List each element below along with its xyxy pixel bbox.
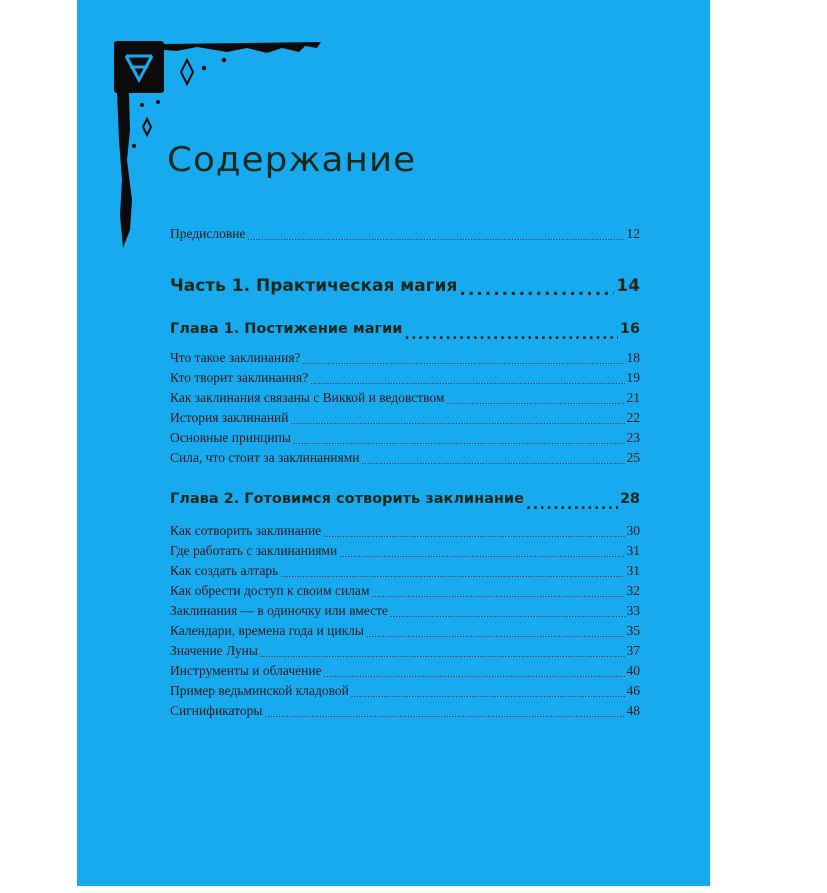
chapter-label: Глава 1. Постижение магии — [170, 321, 403, 337]
leader-dots — [362, 450, 625, 470]
toc-row-label: Заклинания — в одиночку или вместе — [170, 603, 388, 618]
leader-dots — [459, 276, 614, 302]
leader-dots — [323, 523, 624, 543]
leader-dots — [372, 583, 625, 603]
toc-row-page: 31 — [626, 543, 640, 558]
toc-row — [170, 703, 640, 723]
dot-icon — [140, 103, 144, 107]
toc-row — [170, 663, 640, 683]
chapter-label: Глава 2. Готовимся сотворить заклинание — [170, 491, 524, 507]
toc-row — [170, 226, 640, 246]
dot-icon — [202, 66, 206, 70]
toc-row-label: Как сотворить заклинание — [170, 523, 322, 538]
toc-row-label: Как заклинания связаны с Виккой и ведовством — [170, 390, 445, 405]
leader-dots — [404, 321, 617, 345]
toc-row — [170, 543, 640, 563]
top-bar — [164, 42, 321, 53]
leader-dots — [291, 410, 625, 430]
toc-row-page: 25 — [626, 450, 640, 465]
toc-row-page: 22 — [626, 410, 640, 425]
toc-row-label: Сигнификаторы — [170, 703, 263, 718]
toc-chapter-1 — [170, 321, 640, 470]
leader-dots — [247, 226, 624, 246]
toc-row-page: 46 — [626, 683, 640, 698]
toc-row-label: История заклинаний — [170, 410, 289, 425]
chapter-page: 28 — [619, 491, 640, 507]
toc-row-label: Календари, времена года и циклы — [170, 623, 364, 638]
toc-row-label: Сила, что стоит за заклинаниями — [170, 450, 360, 465]
toc-chapter-2 — [170, 491, 640, 723]
leader-dots — [260, 643, 625, 663]
toc-row-label: Инструменты и облачение — [170, 663, 322, 678]
leader-dots — [366, 623, 625, 643]
toc-row — [170, 450, 640, 470]
toc-row-label: Где работать с заклинаниями — [170, 543, 338, 558]
leader-dots — [351, 683, 625, 703]
toc-row-label: Что такое заклинания? — [170, 350, 301, 365]
toc-row — [170, 370, 640, 390]
toc-preface — [170, 226, 640, 246]
toc-row-label: Значение Луны — [170, 643, 258, 658]
toc-row-page: 40 — [626, 663, 640, 678]
leader-dots — [310, 370, 624, 390]
book-page — [77, 0, 710, 886]
leader-dots — [446, 390, 624, 410]
dot-icon — [156, 100, 160, 104]
toc-row — [170, 523, 640, 543]
toc-row — [170, 623, 640, 643]
toc-row-page: 30 — [626, 523, 640, 538]
toc-row-label: Пример ведьминской кладовой — [170, 683, 349, 698]
toc-row — [170, 643, 640, 663]
toc-row — [170, 350, 640, 370]
toc-row — [170, 430, 640, 450]
dot-icon — [222, 58, 226, 62]
toc-row-page: 48 — [626, 703, 640, 718]
toc-row-page: 32 — [626, 583, 640, 598]
toc-row — [170, 410, 640, 430]
toc-row-page: 19 — [626, 370, 640, 385]
leader-dots — [280, 563, 624, 583]
leader-dots — [324, 663, 625, 683]
leader-dots — [390, 603, 625, 623]
toc-row-label: Предисловие — [170, 226, 246, 241]
chapter-heading — [170, 321, 640, 345]
toc-row — [170, 603, 640, 623]
leader-dots — [293, 430, 625, 450]
toc-row-page: 35 — [626, 623, 640, 638]
diamond-small-icon — [143, 119, 151, 135]
left-bar — [117, 93, 132, 248]
toc-row — [170, 390, 640, 410]
leader-dots — [526, 491, 618, 515]
toc-row-page: 21 — [626, 390, 640, 405]
leader-dots — [339, 543, 624, 563]
leader-dots — [264, 703, 624, 723]
chapter-heading — [170, 491, 640, 515]
toc-row-label: Кто творит заклинания? — [170, 370, 309, 385]
toc-row-page: 37 — [626, 643, 640, 658]
toc-part — [170, 276, 640, 302]
part-page: 14 — [616, 276, 640, 296]
corner-ornament — [77, 0, 710, 260]
toc-row-page: 33 — [626, 603, 640, 618]
toc-row-page: 12 — [626, 226, 640, 241]
toc-row-page: 18 — [626, 350, 640, 365]
toc-row-label: Как обрести доступ к своим силам — [170, 583, 370, 598]
toc-row — [170, 583, 640, 603]
dot-icon — [132, 144, 136, 148]
toc-row-page: 23 — [626, 430, 640, 445]
toc-row-label: Как создать алтарь — [170, 563, 279, 578]
chapter-page: 16 — [619, 321, 640, 337]
toc-row — [170, 683, 640, 703]
toc-part-row — [170, 276, 640, 302]
part-label: Часть 1. Практическая магия — [170, 276, 458, 296]
diamond-icon — [181, 60, 193, 84]
leader-dots — [303, 350, 625, 370]
toc-row — [170, 563, 640, 583]
page-title: Содержание — [167, 140, 417, 180]
toc-row-page: 31 — [626, 563, 640, 578]
toc-row-label: Основные принципы — [170, 430, 291, 445]
